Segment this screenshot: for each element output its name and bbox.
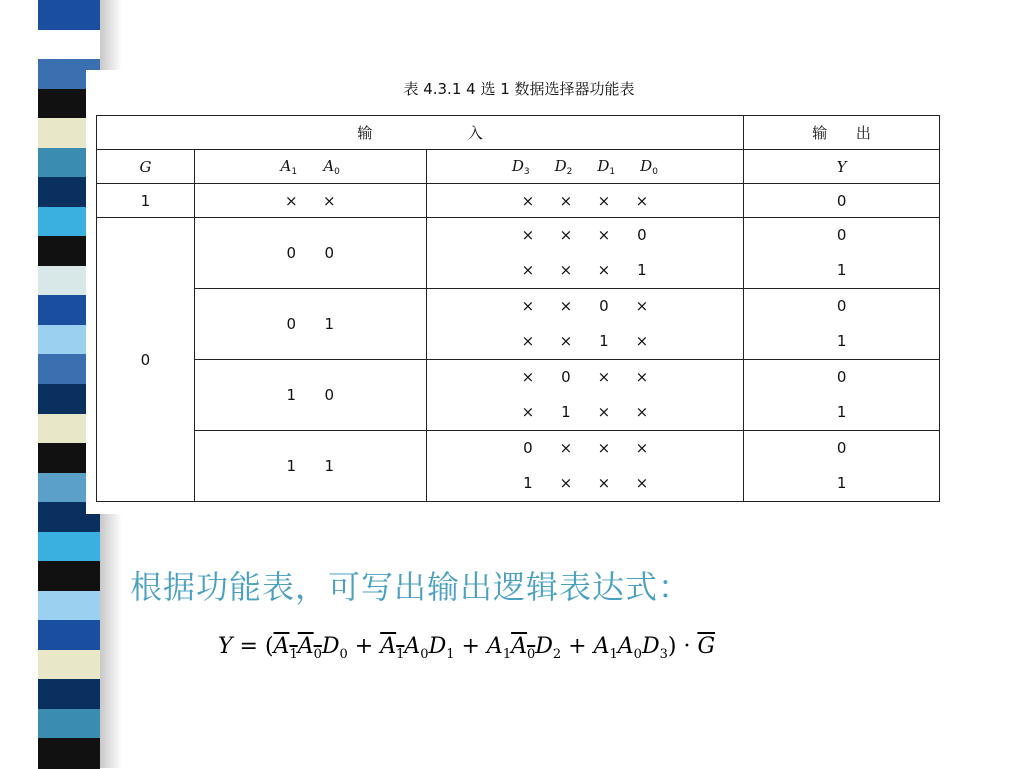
cell-a: 1 1 <box>194 431 426 502</box>
cell-a: 0 0 <box>194 218 426 289</box>
cell-d: × × × 0 × × × 1 <box>426 218 744 289</box>
stripe-block <box>38 591 100 622</box>
stripe-block <box>38 620 100 651</box>
col-y: Y <box>744 150 940 184</box>
cell-a: 0 1 <box>194 289 426 360</box>
stripe-block <box>38 738 100 769</box>
table-row-group <box>97 431 940 502</box>
stripe-block <box>38 679 100 710</box>
stripe-block <box>38 0 100 31</box>
function-table <box>96 115 940 502</box>
col-a: $A_1$ $A_0$ <box>194 150 426 184</box>
stripe-block <box>38 709 100 740</box>
table-row-group <box>97 360 940 431</box>
stripe-block <box>38 30 100 61</box>
cell-a: 1 0 <box>194 360 426 431</box>
cell-g0: 0 <box>97 218 195 502</box>
logic-formula: $Y = (A_1A_0D_0 + A_1A_0D_1 + A_1A_0D_2 + A_1A_0D_3) \cdot \overline{G}$ <box>218 634 716 662</box>
cell-d: × 0 × × × 1 × × <box>426 360 744 431</box>
stripe-block <box>38 532 100 563</box>
stripe-block <box>38 650 100 681</box>
cell-d: 0 × × × 1 × × × <box>426 431 744 502</box>
cell-y: 0 1 <box>744 431 940 502</box>
cell-y: 0 1 <box>744 218 940 289</box>
table-header-row <box>97 116 940 150</box>
table-row-group <box>97 218 940 289</box>
explanation-text: 根据功能表，可写出输出逻辑表达式： <box>130 568 692 606</box>
function-table-figure <box>86 70 952 514</box>
table-caption: 表 4.3.1 4 选 1 数据选择器功能表 <box>403 80 635 98</box>
cell-d: × × 0 × × × 1 × <box>426 289 744 360</box>
col-d: $D_3$ $D_2$ $D_1$ $D_0$ <box>426 150 744 184</box>
cell-a: × × <box>194 184 426 218</box>
table-row-group <box>97 289 940 360</box>
cell-y: 0 <box>744 184 940 218</box>
table-subheader-row <box>97 150 940 184</box>
cell-g: 1 <box>97 184 195 218</box>
header-input: 输 入 <box>97 116 744 150</box>
stripe-block <box>38 561 100 592</box>
cell-d: × × × × <box>426 184 744 218</box>
cell-y: 0 1 <box>744 360 940 431</box>
header-output: 输 出 <box>744 116 940 150</box>
table-row-g1 <box>97 184 940 218</box>
col-g: G <box>97 150 195 184</box>
cell-y: 0 1 <box>744 289 940 360</box>
